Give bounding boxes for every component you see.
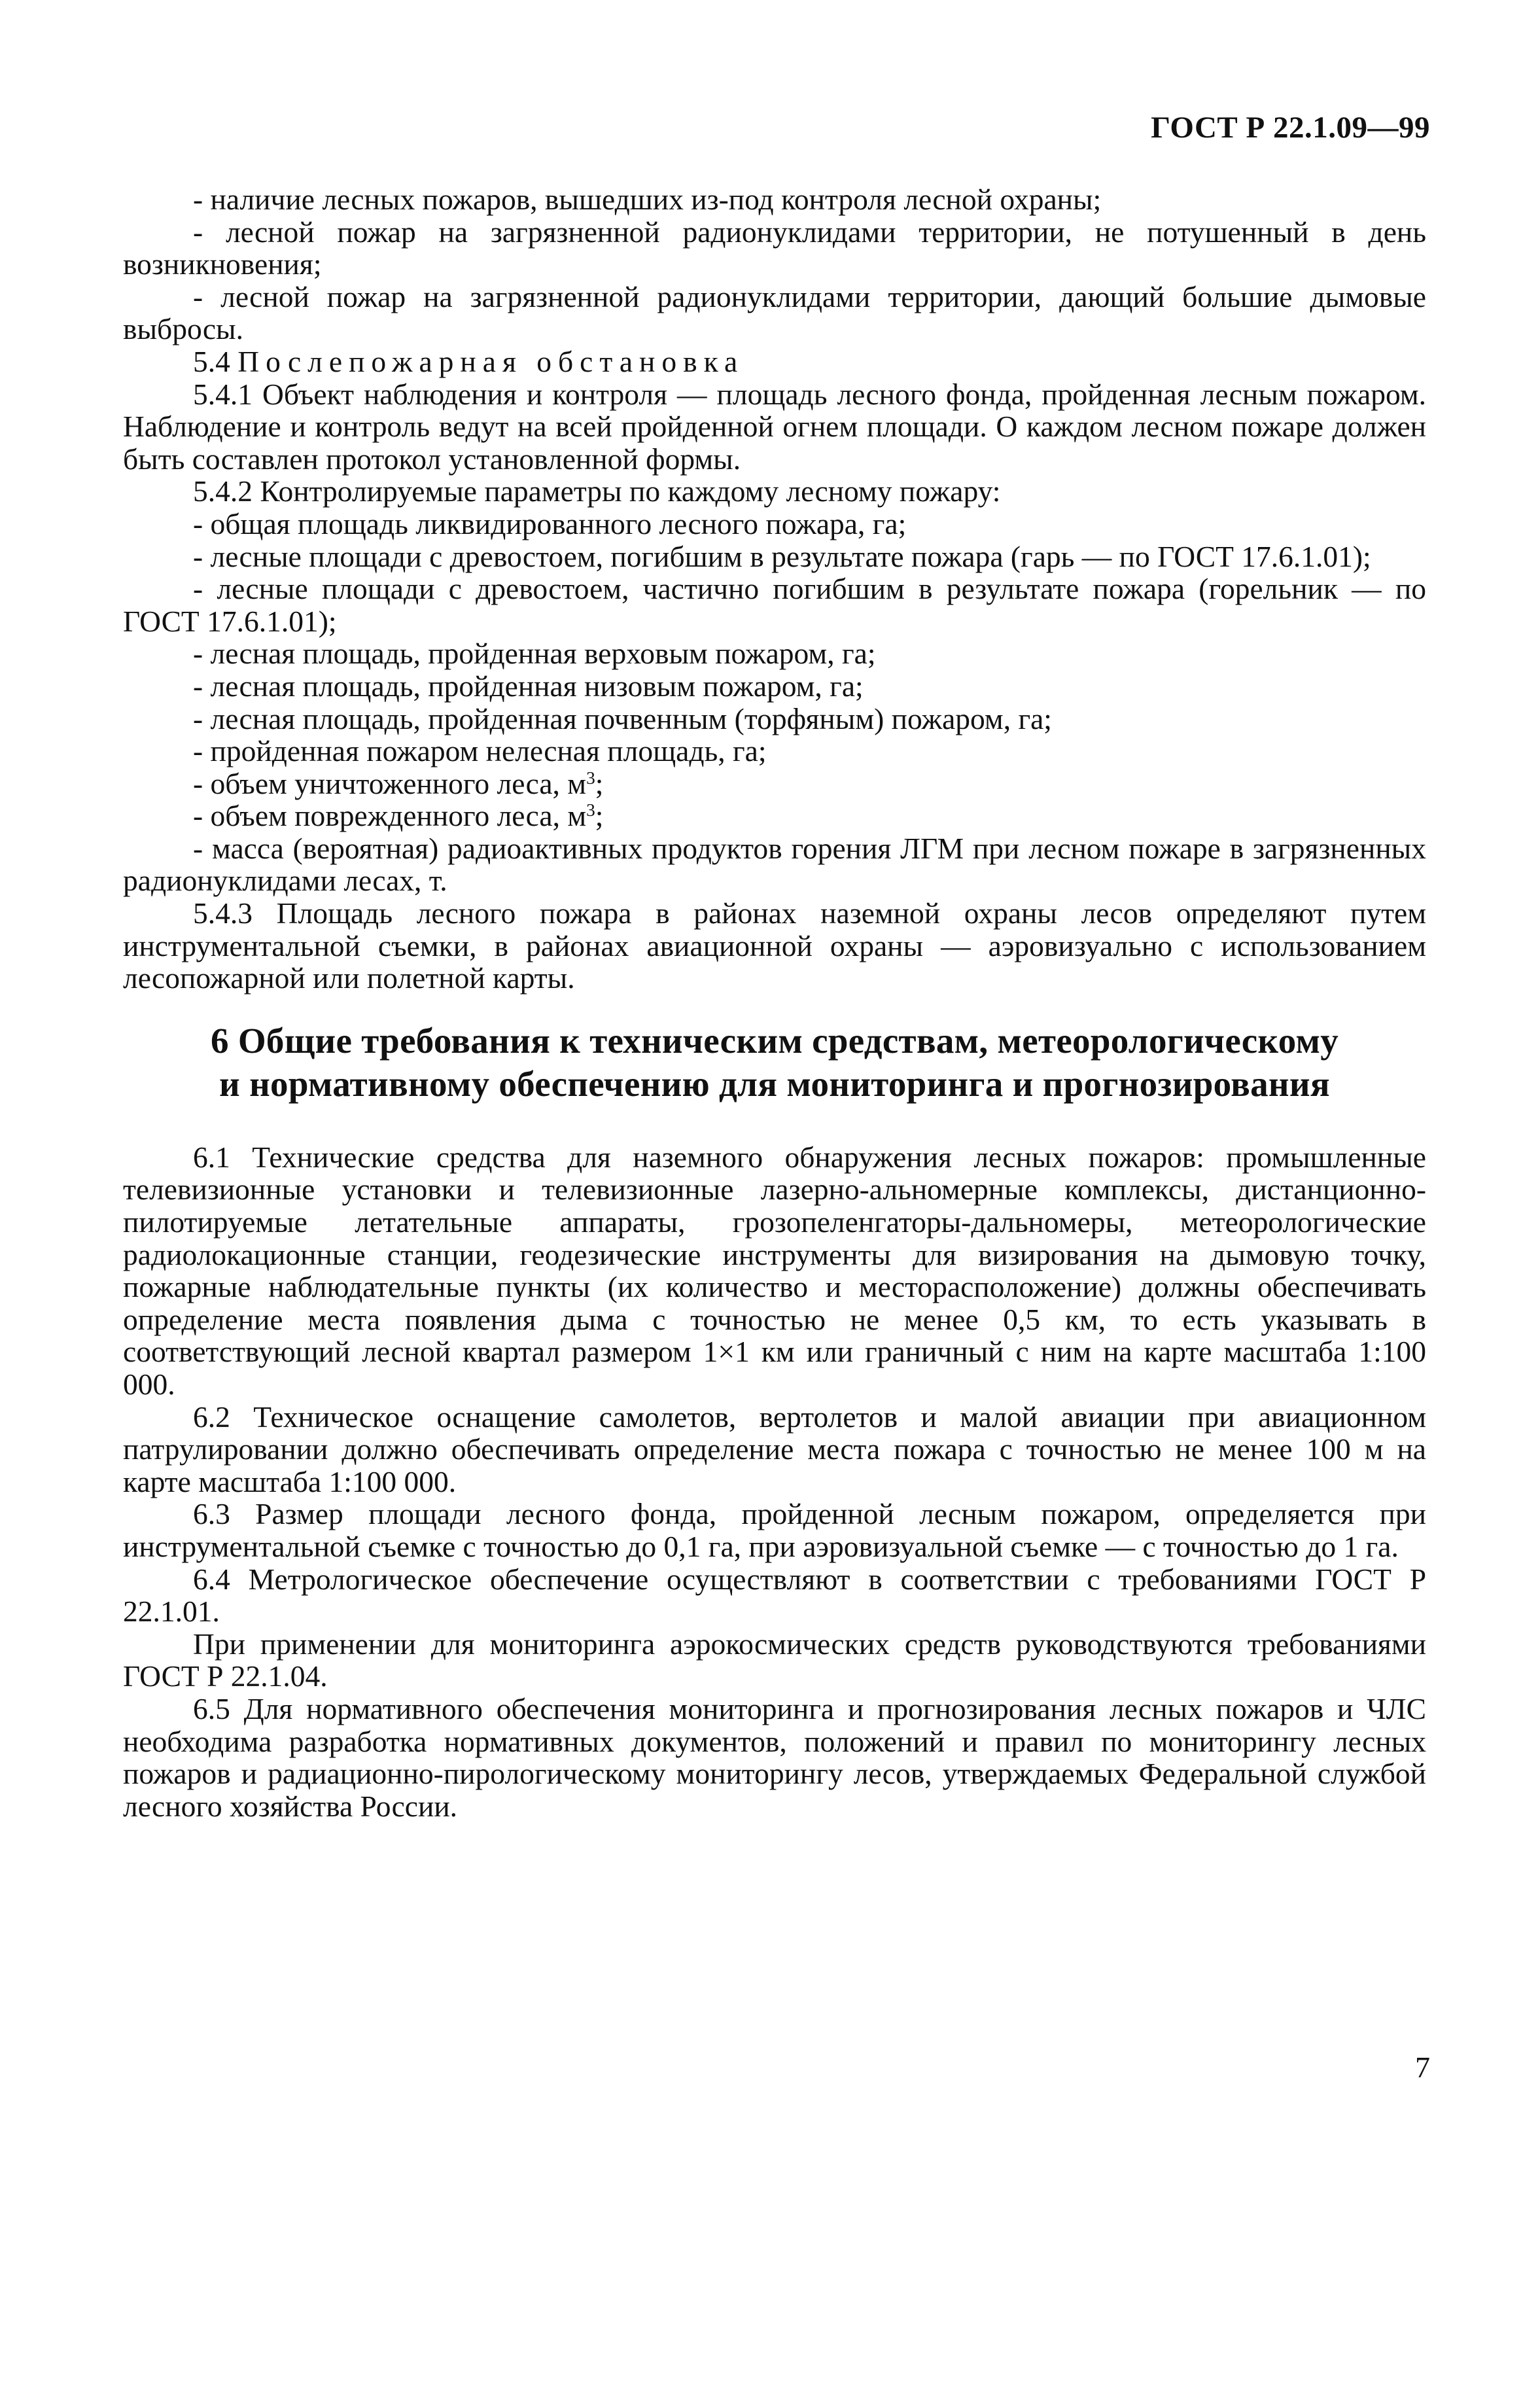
- paragraph: 6.1 Технические средства для наземного обнаружения лесных пожаров: промышленные телевизионные установки и телевизионные лазерно-альномерные комплексы, дистанционно-пилотируемые летательные аппараты, грозопеленгаторы-дальномеры, метеорологические радиолокационные станции, геодезические инструменты для визирования на дымовую точку, пожарные наблюдательные пункты (их количество и месторасположение) должны обеспечивать определение места появления дыма с точностью не менее 0,5 км, то есть указывать в соответствующий лесной квартал размером 1×1 км или граничный с ним на карте масштаба 1:100 000.: [123, 1140, 1426, 1401]
- superscript: 3: [586, 800, 595, 820]
- section-title-line: и нормативному обеспечению для мониторинга и прогнозирования: [219, 1063, 1330, 1104]
- list-item: - лесная площадь, пройденная верховым пожаром, га;: [193, 637, 876, 671]
- list-item-text: - объем уничтоженного леса, м: [193, 766, 587, 800]
- page-content: [123, 183, 1426, 1822]
- list-item: [123, 800, 1426, 832]
- list-item: - масса (вероятная) радиоактивных продуктов горения ЛГМ при лесном пожаре в загрязненных радионуклидами лесах, т.: [123, 831, 1426, 898]
- list-item: - лесные площади с древостоем, частично погибшим в результате пожара (горельник — по ГОСТ 17.6.1.01);: [123, 572, 1426, 638]
- subsection-title: Послепожарная обстановка: [237, 344, 744, 378]
- paragraph: 6.5 Для нормативного обеспечения мониторинга и прогнозирования лесных пожаров и ЧЛС необходима разработка нормативных документов, положений и правил по мониторингу лесных пожаров и радиационно-пирологическому мониторингу лесов, утверждаемых Федеральной службой лесного хозяйства России.: [123, 1691, 1426, 1823]
- list-item-tail: ;: [595, 799, 604, 833]
- list-item: - лесная площадь, пройденная низовым пожаром, га;: [193, 669, 864, 703]
- subsection-heading: [123, 345, 1426, 378]
- page-number: 7: [1415, 2051, 1430, 2084]
- list-item: - наличие лесных пожаров, вышедших из-под контроля лесной охраны;: [193, 183, 1102, 216]
- list-item: [123, 767, 1426, 800]
- section-heading: [123, 1019, 1426, 1106]
- section-title-line: 6 Общие требования к техническим средствам, метеорологическому: [210, 1020, 1339, 1061]
- superscript: 3: [586, 767, 595, 788]
- list-item: - общая площадь ликвидированного лесного пожара, га;: [193, 506, 907, 540]
- paragraph: 5.4.2 Контролируемые параметры по каждому лесному пожару:: [193, 474, 1001, 508]
- paragraph: 5.4.3 Площадь лесного пожара в районах наземной охраны лесов определяют путем инструментальной съемки, в районах авиационной охраны — аэровизуально с использованием лесопожарной или полетной карты.: [123, 896, 1426, 995]
- document-header: ГОСТ Р 22.1.09—99: [1151, 111, 1430, 145]
- paragraph: При применении для мониторинга аэрокосмических средств руководствуются требованиями ГОСТ Р 22.1.04.: [123, 1627, 1426, 1693]
- list-item-tail: ;: [595, 766, 604, 800]
- paragraph: 5.4.1 Объект наблюдения и контроля — площадь лесного фонда, пройденная лесным пожаром. Наблюдение и контроль ведут на всей пройденной огнем площади. О каждом лесном пожаре должен быть составлен протокол установленной формы.: [123, 377, 1426, 476]
- paragraph: 6.3 Размер площади лесного фонда, пройденной лесным пожаром, определяется при инструментальной съемке с точностью до 0,1 га, при аэровизуальной съемке — с точностью до 1 га.: [123, 1497, 1426, 1563]
- list-item: - лесной пожар на загрязненной радионуклидами территории, не потушенный в день возникновения;: [123, 215, 1426, 281]
- list-item-text: - объем поврежденного леса, м: [193, 799, 587, 833]
- subsection-number: 5.4: [193, 344, 230, 378]
- list-item: - пройденная пожаром нелесная площадь, га;: [193, 734, 767, 768]
- list-item: - лесные площади с древостоем, погибшим в результате пожара (гарь — по ГОСТ 17.6.1.01);: [193, 539, 1371, 573]
- paragraph: 6.4 Метрологическое обеспечение осуществляют в соответствии с требованиями ГОСТ Р 22.1.01.: [123, 1562, 1426, 1629]
- paragraph: 6.2 Техническое оснащение самолетов, вертолетов и малой авиации при авиационном патрулировании должно обеспечивать определение места пожара с точностью не менее 100 м на карте масштаба 1:100 000.: [123, 1400, 1426, 1498]
- list-item: - лесной пожар на загрязненной радионуклидами территории, дающий большие дымовые выбросы.: [123, 279, 1426, 346]
- list-item: - лесная площадь, пройденная почвенным (торфяным) пожаром, га;: [193, 701, 1052, 735]
